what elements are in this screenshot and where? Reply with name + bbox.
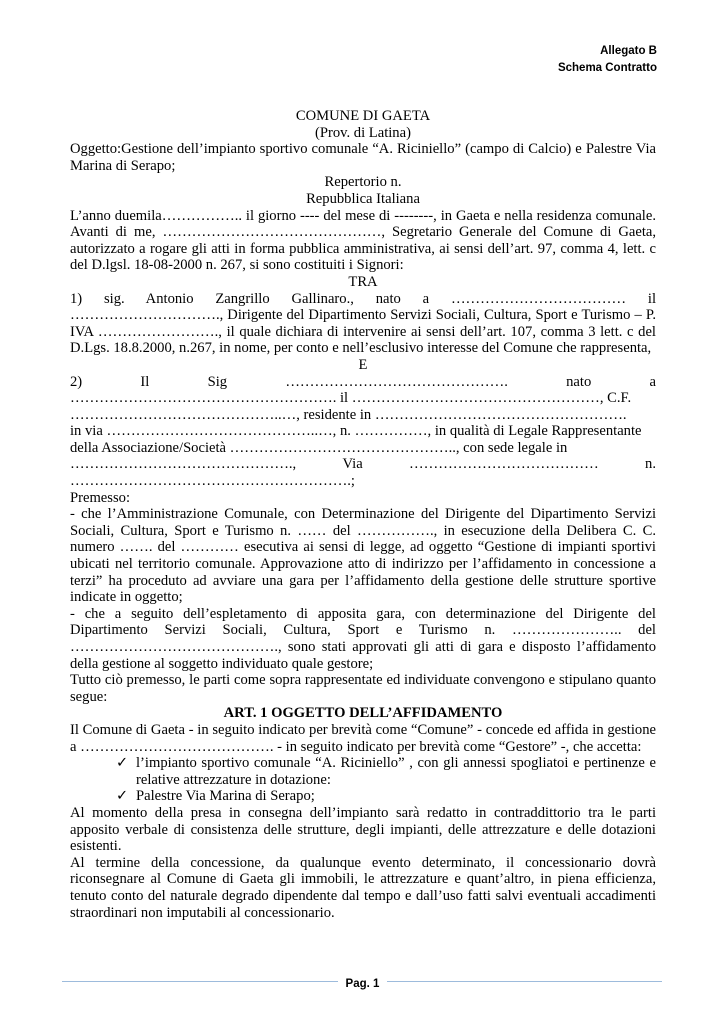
premesso-paragraph-3: Tutto ciò premesso, le parti come sopra rappresentate ed individuate convengono e stipulano quanto segue: bbox=[70, 672, 656, 705]
party2-sig: Sig bbox=[207, 373, 228, 390]
premesso-paragraph-1: - che l’Amministrazione Comunale, con Determinazione del Dirigente del Dipartimento Servizi Sociali, Cultura, Sport e Turismo n. …… del ……………., in esecuzione della Delibera C. C. numero ……. del ………… esecutiva ai sensi di legge, ad oggetto “Gestione di impianti sportivi ubicati nel territorio comunale. Approvazione atto di indirizzo per l’affidamento in concessione a terzi” ha proceduto ad avviare una gara per l’affidamento della gestione delle strutture sportive indicate in oggetto; bbox=[70, 506, 656, 606]
premesso-paragraph-2: - che a seguito dell’espletamento di apposita gara, con determinazione del Dirigente del Dipartimento Servizi Sociali, Cultura, Sport e Turismo n. ………………….. del ……………………………………., sono stati approvati gli atti di gara e disposto l’affidamento della gestione al soggetto individuato quale gestore; bbox=[70, 605, 656, 672]
list-item-text: Palestre Via Marina di Serapo; bbox=[136, 788, 315, 805]
repubblica: Repubblica Italiana bbox=[306, 190, 420, 207]
provincia: (Prov. di Latina) bbox=[315, 124, 411, 141]
premesso-title: Premesso: bbox=[70, 489, 130, 506]
art1-paragraph-2: Al momento della presa in consegna dell’impianto sarà redatto in contraddittorio tra le parti apposito verbale di consistenza delle strutture, degli impianti, delle attrezzature e delle dotazioni esistenti. bbox=[70, 804, 656, 855]
document-header bbox=[558, 43, 657, 77]
party2-n: n. bbox=[645, 456, 656, 473]
tra-heading: TRA bbox=[348, 273, 378, 290]
party1-paragraph: 1) sig. Antonio Zangrillo Gallinaro., nato a ……………………………… il …………………………., Dirigente del Dipartimento Servizi Sociali, Cultura, Sport e Turismo – P. IVA ……………………., il quale dichiara di intervenire ai sensi dell’art. 107, comma 3 lett. c del D.Lgs. 18.8.2000, n.267, in nome, per conto e nell’esclusivo interesse del Comune che rappresenta, bbox=[70, 290, 656, 357]
e-heading: E bbox=[358, 356, 368, 373]
party2-line3: ……………………………………..…, residente in ……………………………………………. bbox=[70, 406, 627, 423]
party2-line1 bbox=[70, 374, 656, 391]
page-footer bbox=[0, 974, 725, 992]
party2-nato: nato bbox=[566, 373, 592, 390]
party2-il: Il bbox=[140, 373, 150, 390]
art1-paragraph-1: Il Comune di Gaeta - in seguito indicato per brevità come “Comune” - concede ed affida in gestione a …………………………………. - in seguito indicato per brevità come “Gestore” -, che accetta: bbox=[70, 721, 656, 755]
party2-sede-blank: ………………………………………., bbox=[70, 456, 297, 473]
art1-title: ART. 1 OGGETTO DELL’AFFIDAMENTO bbox=[223, 705, 503, 722]
repertorio: Repertorio n. bbox=[324, 174, 402, 191]
comune-title: COMUNE DI GAETA bbox=[295, 108, 431, 124]
party2-line4: in via ……………………………………..…, n. ……………, in qualità di Legale Rappresentante bbox=[70, 423, 642, 440]
party2-line6 bbox=[70, 456, 656, 473]
party2-name-blank: ………………………………………. bbox=[285, 373, 508, 390]
checkmark-icon: ✓ bbox=[116, 788, 129, 805]
party2-line7: ………………………………………………….; bbox=[70, 473, 355, 490]
party2-number: 2) bbox=[70, 373, 83, 390]
art1-paragraph-3: Al termine della concessione, da qualunque evento determinato, il concessionario dovrà riconsegnare al Comune di Gaeta gli immobili, le attrezzature e quant’altro, in piena efficienza, tenuto conto del naturale degrado dipendente dal tempo e dall’uso fatti salvi eventuali accadimenti straordinari non imputabili al concessionario. bbox=[70, 854, 656, 921]
header-allegato: Allegato B bbox=[600, 45, 657, 57]
list-item-text: l’impianto sportivo comunale “A. Riciniello” , con gli annessi spogliatoi e pertinenze e relative attrezzature in dotazione: bbox=[136, 755, 656, 788]
document-body bbox=[70, 108, 656, 921]
party2-via-blank: ………………………………… bbox=[409, 456, 599, 473]
page-number: Pag. 1 bbox=[338, 978, 388, 990]
party2-line2: ………………………………………………. il ……………………………………………, C.F. bbox=[70, 390, 632, 407]
oggetto: Oggetto:Gestione dell’impianto sportivo comunale “A. Riciniello” (campo di Calcio) e Palestre Via Marina di Serapo; bbox=[70, 141, 656, 174]
party2-block bbox=[70, 374, 656, 490]
list-item bbox=[70, 755, 656, 788]
header-schema: Schema Contratto bbox=[557, 62, 657, 74]
party2-line5: della Associazione/Società ……………………………………….., con sede legale in bbox=[70, 439, 568, 456]
party2-a: a bbox=[649, 373, 656, 390]
intro-paragraph: L’anno duemila…………….. il giorno ---- del mese di --------, in Gaeta e nella residenza comunale. Avanti di me, ………………………………………, Segretario Generale del Comune di Gaeta, autorizzato a rogare gli atti in forma pubblica amministrativa, ai sensi dell’art. 97, comma 4, lett. c del D.lgsl. 18-08-2000 n. 267, si sono costituiti i Signori: bbox=[70, 207, 656, 274]
party2-via: Via bbox=[342, 456, 363, 473]
list-item bbox=[70, 788, 656, 805]
checkmark-icon: ✓ bbox=[116, 755, 129, 772]
